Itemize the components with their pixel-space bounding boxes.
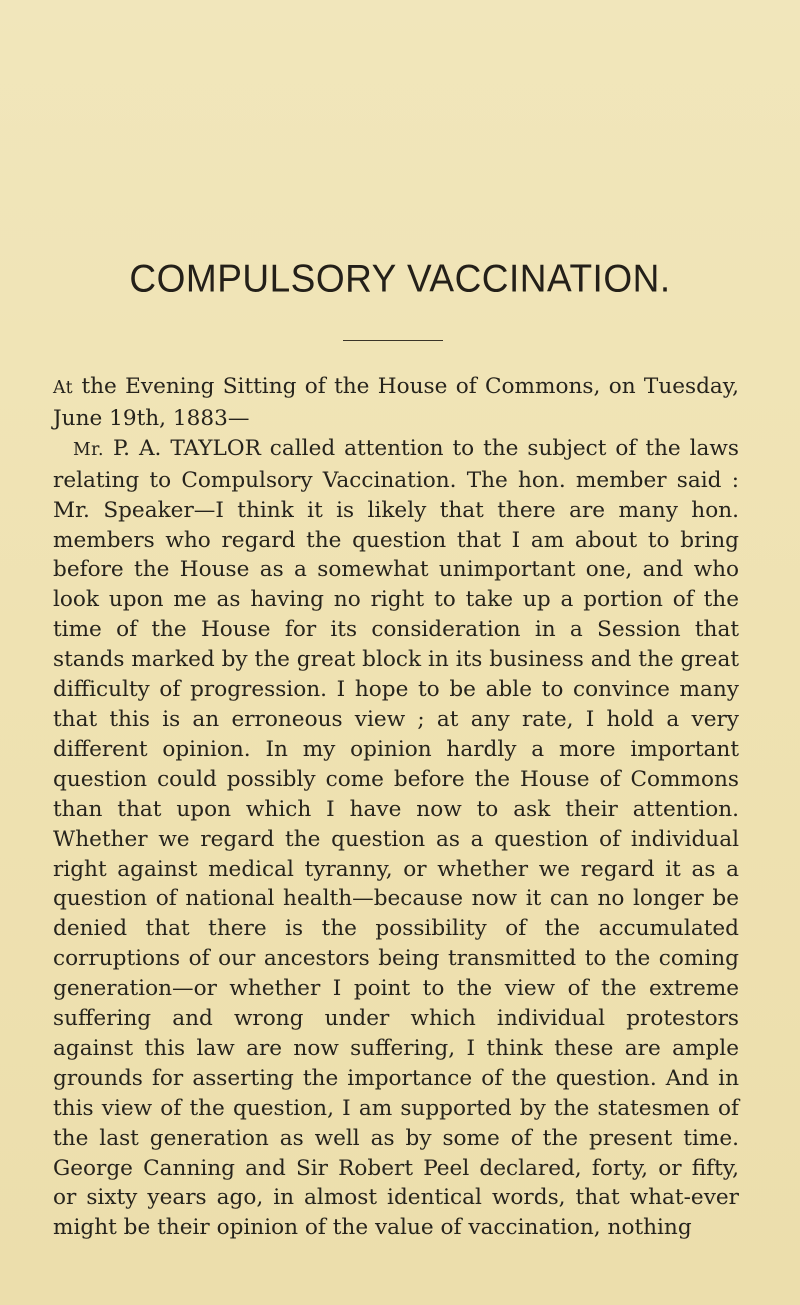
speech-text: P. A. TAYLOR called attention to the subject of the laws relating to Compulsory Vaccination. The hon. member said : Mr. Speaker—I think it is likely that there are many hon. members who regard the question that I am about to bring before the House as a somewhat unimportant one, and who look upon me as having no right to take up a portion of the time of the House for its consideration in a Session that stands marked by the great block in its business and the great difficulty of progression. I hope to be able to convince many that this is an erroneous view ; at any rate, I hold a very different opinion. In my opinion hardly a more important question could possibly come before the House of Commons than that upon which I have now to ask their attention. Whether we regard the question as a question of individual right against medical tyranny, or whether we regard it as a question of national health—because now it can no longer be denied that there is the possibility of the accumulated corruptions of our ancestors being transmitted to the coming generation—or whether I point to the view of the extreme suffering and wrong under which individual protestors against this law are now suffering, I think these are ample grounds for asserting the importance of the question. And in this view of the question, I am supported by the statesmen of the last generation as well as by some of the present time. George Canning and Sir Robert Peel declared, forty, or fifty, or sixty years ago, in almost identical words, that what-ever might be their opinion of the value of vaccination, nothing xyxy=(53,435,739,1241)
title-divider xyxy=(343,340,443,341)
intro-paragraph xyxy=(53,372,739,434)
page-title: COMPULSORY VACCINATION. xyxy=(129,256,671,301)
speech-paragraph xyxy=(53,434,739,1243)
intro-text: the Evening Sitting of the House of Commons, on Tuesday, June 19th, 1883— xyxy=(53,374,739,431)
body-text xyxy=(53,372,739,1243)
speaker-prefix: Mr. xyxy=(73,439,105,460)
intro-lead: At xyxy=(53,378,74,398)
